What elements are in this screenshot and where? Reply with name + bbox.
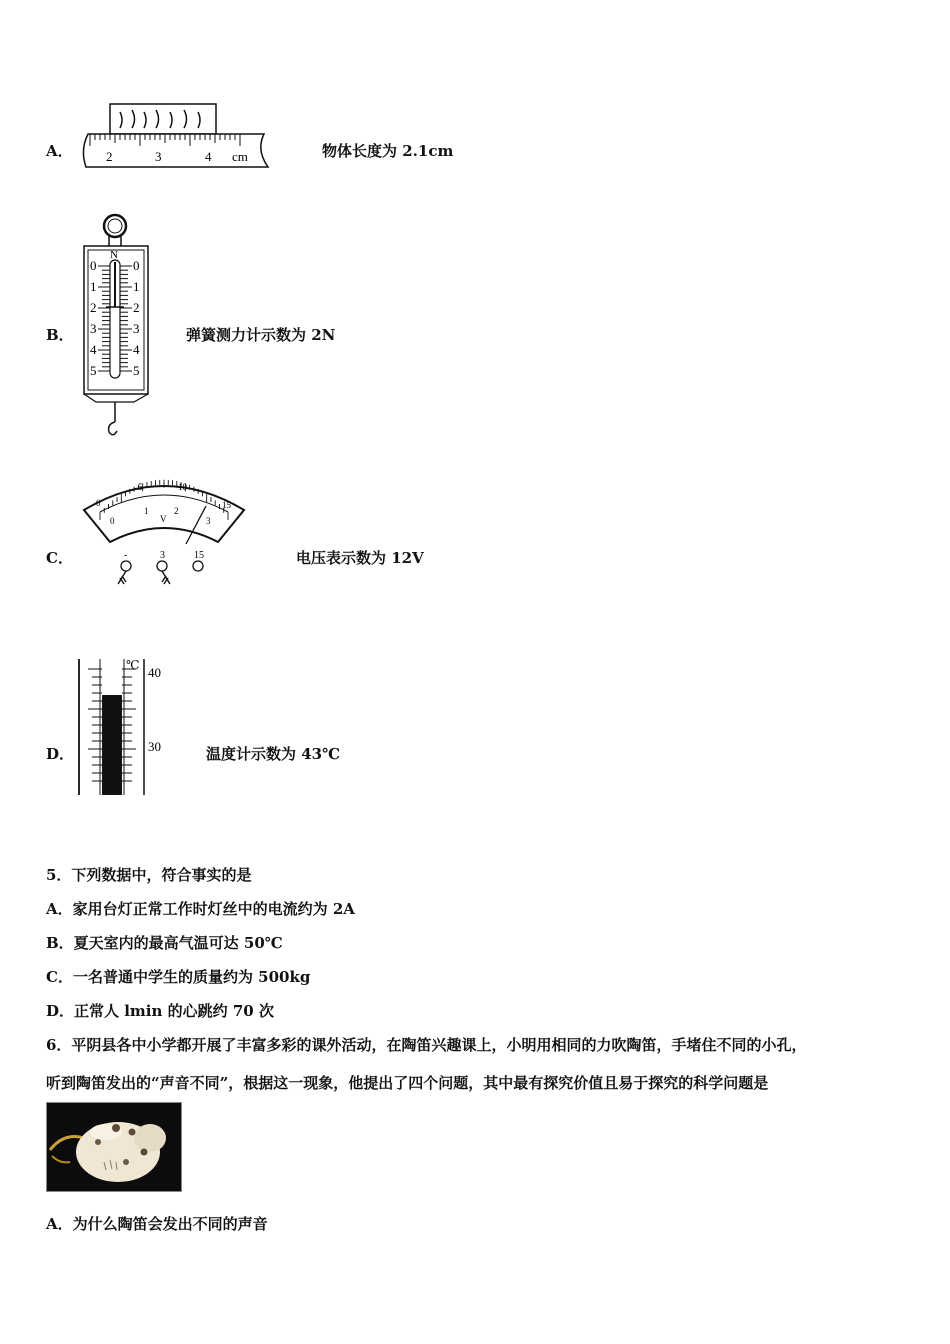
option-c-label: C．: [46, 549, 73, 567]
volt-upper-5: 5: [138, 482, 143, 492]
volt-upper-0: 0: [96, 498, 101, 508]
question-5-choice-b: B．夏天室内的最高气温可达 50℃: [46, 934, 283, 952]
ruler-tick-3: 3: [155, 149, 162, 164]
spring-label-left: 0: [90, 258, 97, 273]
question-5-choice-c: C．一名普通中学生的质量约为 500kg: [46, 968, 311, 986]
volt-lower-1: 1: [144, 506, 149, 516]
spring-label-left: 4: [90, 342, 97, 357]
thermometer-figure: [76, 655, 176, 797]
volt-upper-10: 10: [178, 482, 187, 492]
question-5-choice-d: D．正常人 lmin 的心跳约 70 次: [46, 1002, 274, 1020]
ocarina-photo: [46, 1102, 182, 1192]
spring-label-right: 4: [133, 342, 140, 357]
spring-label-right: 3: [133, 321, 140, 336]
question-5-stem: 5．下列数据中，符合事实的是: [46, 866, 252, 884]
ruler-unit: cm: [232, 149, 248, 164]
spring-scale-figure: [80, 212, 152, 440]
option-d-label: D．: [46, 745, 75, 763]
option-a-label: A．: [46, 142, 73, 160]
volt-lower-0: 0: [110, 516, 115, 526]
terminal-3: 3: [160, 550, 165, 561]
spring-label-left: 2: [90, 300, 97, 315]
option-b-text: 弹簧测力计示数为 2N: [186, 326, 336, 344]
volt-lower-3: 3: [206, 516, 211, 526]
thermo-unit: ℃: [126, 658, 140, 672]
terminal-15: 15: [194, 550, 204, 561]
ruler-tick-4: 4: [205, 149, 212, 164]
voltmeter-figure: [78, 470, 250, 588]
volt-unit: V: [160, 514, 167, 524]
question-6-choice-a: A．为什么陶笛会发出不同的声音: [46, 1215, 268, 1233]
spring-label-right: 2: [133, 300, 140, 315]
ruler-tick-2: 2: [106, 149, 113, 164]
option-c-text: 电压表示数为 12V: [296, 549, 424, 567]
spring-scale-unit: N: [110, 249, 118, 261]
thermo-tick-30: 30: [148, 739, 161, 754]
terminal-minus: -: [124, 550, 128, 561]
spring-label-left: 3: [90, 321, 97, 336]
question-6-stem-line1: 6．平阴县各中小学都开展了丰富多彩的课外活动，在陶笛兴趣课上，小明用相同的力吹陶笛，手堵住不同的小孔，: [46, 1036, 807, 1054]
spring-label-right: 1: [133, 279, 140, 294]
option-d-text: 温度计示数为 43℃: [206, 745, 341, 763]
spring-label-left: 5: [90, 363, 97, 378]
question-6-stem-line2: 听到陶笛发出的“声音不同”，根据这一现象，他提出了四个问题，其中最有探究价值且易于探究的科学问题是: [46, 1074, 769, 1092]
spring-label-right: 5: [133, 363, 140, 378]
spring-label-right: 0: [133, 258, 140, 273]
volt-upper-15: 15: [222, 500, 231, 510]
option-b-label: B．: [46, 326, 74, 344]
question-5-choice-a: A．家用台灯正常工作时灯丝中的电流约为 2A: [46, 900, 355, 918]
option-a-text: 物体长度为 2.1cm: [322, 142, 454, 160]
volt-lower-2: 2: [174, 506, 179, 516]
ruler-figure: [80, 100, 270, 172]
spring-label-left: 1: [90, 279, 97, 294]
thermo-tick-40: 40: [148, 665, 161, 680]
